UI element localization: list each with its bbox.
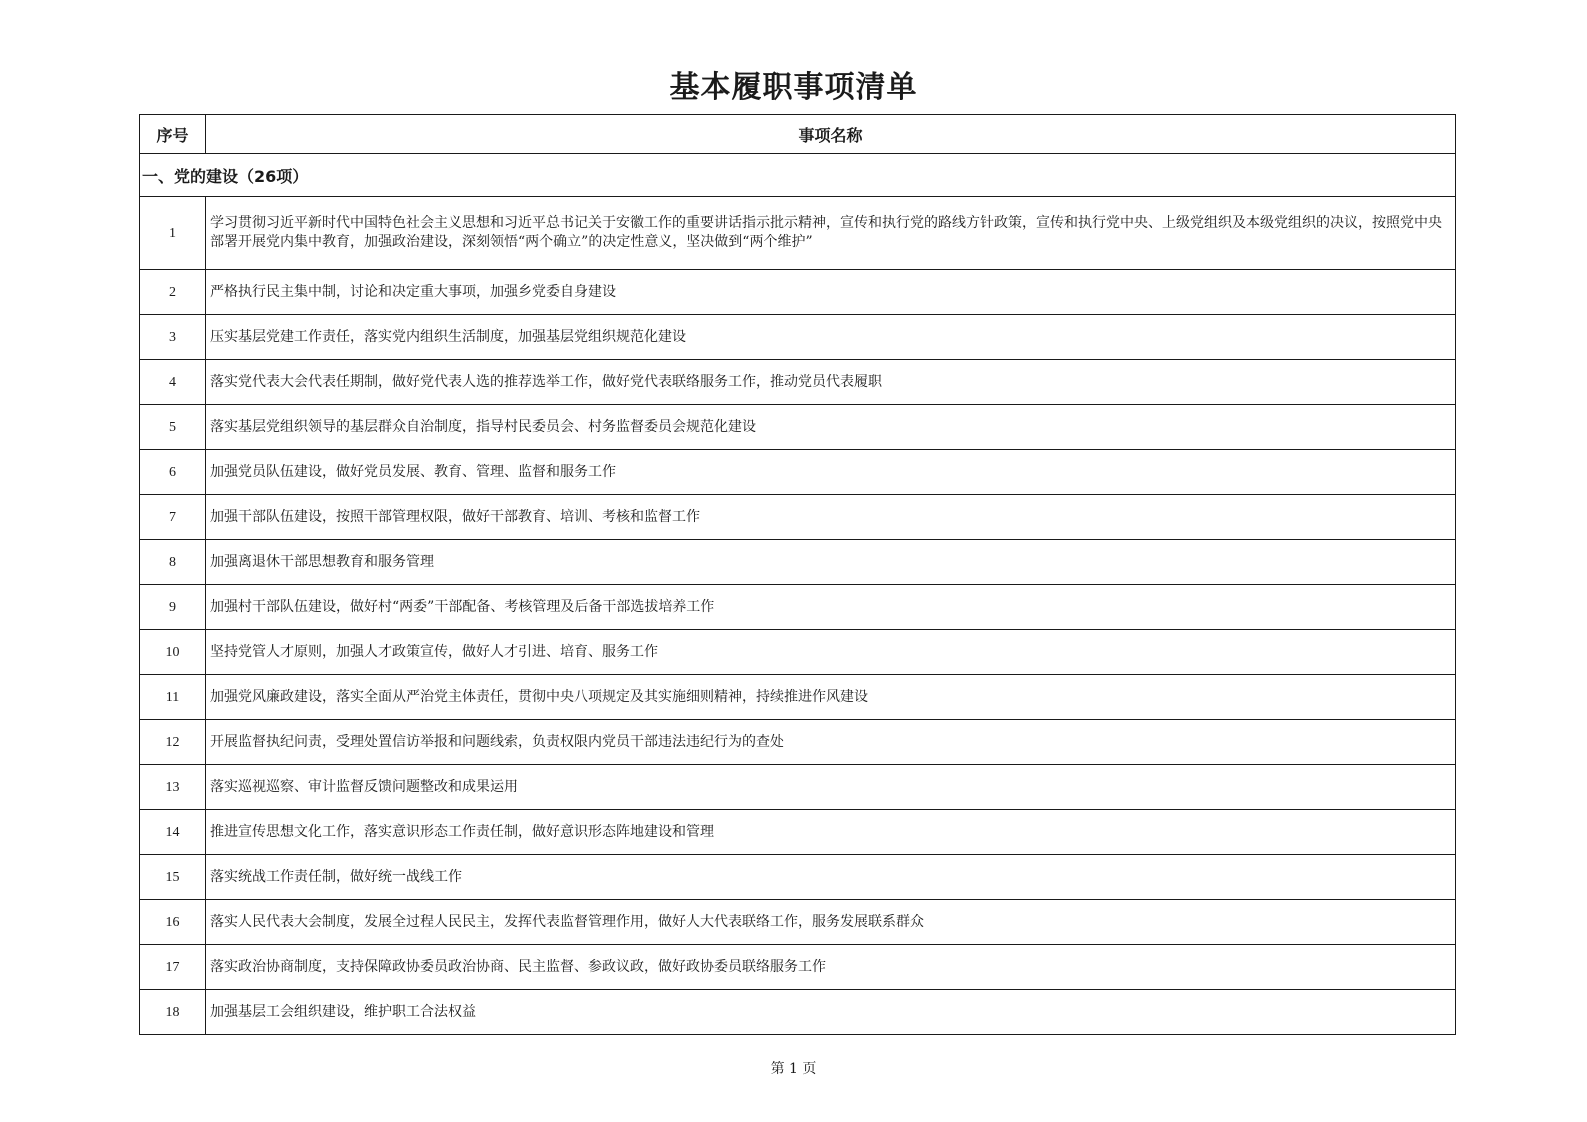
table-row [140,810,1456,855]
row-item-name: 严格执行民主集中制，讨论和决定重大事项，加强乡党委自身建设 [206,270,1456,315]
table-header [140,115,1456,154]
table-row [140,450,1456,495]
row-number: 1 [140,197,206,270]
row-item-name: 落实巡视巡察、审计监督反馈问题整改和成果运用 [206,765,1456,810]
header-name: 事项名称 [206,115,1456,154]
table-row [140,855,1456,900]
row-number: 9 [140,585,206,630]
table-row [140,197,1456,270]
row-item-name: 落实党代表大会代表任期制，做好党代表人选的推荐选举工作，做好党代表联络服务工作，推动党员代表履职 [206,360,1456,405]
row-number: 2 [140,270,206,315]
row-item-name: 加强基层工会组织建设，维护职工合法权益 [206,990,1456,1035]
row-item-name: 推进宣传思想文化工作，落实意识形态工作责任制，做好意识形态阵地建设和管理 [206,810,1456,855]
row-number: 18 [140,990,206,1035]
table-row [140,585,1456,630]
row-number: 3 [140,315,206,360]
table-row [140,945,1456,990]
row-number: 5 [140,405,206,450]
row-number: 13 [140,765,206,810]
duty-table [139,114,1456,1035]
table-row [140,630,1456,675]
section-row [140,154,1456,197]
table-row [140,675,1456,720]
row-item-name: 压实基层党建工作责任，落实党内组织生活制度，加强基层党组织规范化建设 [206,315,1456,360]
row-number: 6 [140,450,206,495]
row-number: 16 [140,900,206,945]
table-row [140,900,1456,945]
table-row [140,360,1456,405]
row-item-name: 落实统战工作责任制，做好统一战线工作 [206,855,1456,900]
row-item-name: 加强离退休干部思想教育和服务管理 [206,540,1456,585]
row-item-name: 加强干部队伍建设，按照干部管理权限，做好干部教育、培训、考核和监督工作 [206,495,1456,540]
row-number: 7 [140,495,206,540]
row-number: 4 [140,360,206,405]
table-row [140,720,1456,765]
row-number: 11 [140,675,206,720]
page-title: 基本履职事项清单 [669,70,918,105]
table-row [140,495,1456,540]
row-number: 17 [140,945,206,990]
table-row [140,990,1456,1035]
table-row [140,765,1456,810]
row-item-name: 落实人民代表大会制度，发展全过程人民民主，发挥代表监督管理作用，做好人大代表联络工作，服务发展联系群众 [206,900,1456,945]
row-number: 15 [140,855,206,900]
row-number: 14 [140,810,206,855]
section-title: 一、党的建设（26项） [140,154,1456,197]
table-row [140,540,1456,585]
table-row [140,405,1456,450]
row-item-name: 加强村干部队伍建设，做好村“两委”干部配备、考核管理及后备干部选拔培养工作 [206,585,1456,630]
row-item-name: 加强党风廉政建设，落实全面从严治党主体责任，贯彻中央八项规定及其实施细则精神，持续推进作风建设 [206,675,1456,720]
header-no: 序号 [140,115,206,154]
row-item-name: 坚持党管人才原则，加强人才政策宣传，做好人才引进、培育、服务工作 [206,630,1456,675]
row-number: 8 [140,540,206,585]
row-item-name: 加强党员队伍建设，做好党员发展、教育、管理、监督和服务工作 [206,450,1456,495]
row-number: 12 [140,720,206,765]
row-item-name: 开展监督执纪问责，受理处置信访举报和问题线索，负责权限内党员干部违法违纪行为的查处 [206,720,1456,765]
page-number: 第 1 页 [770,1061,817,1077]
table-row [140,315,1456,360]
row-item-name: 落实政治协商制度，支持保障政协委员政治协商、民主监督、参政议政，做好政协委员联络服务工作 [206,945,1456,990]
row-item-name: 学习贯彻习近平新时代中国特色社会主义思想和习近平总书记关于安徽工作的重要讲话指示批示精神，宣传和执行党的路线方针政策，宣传和执行党中央、上级党组织及本级党组织的决议，按照党中央部署开展党内集中教育，加强政治建设，深刻领悟“两个确立”的决定性意义，坚决做到“两个维护” [206,197,1456,270]
table-row [140,270,1456,315]
row-item-name: 落实基层党组织领导的基层群众自治制度，指导村民委员会、村务监督委员会规范化建设 [206,405,1456,450]
row-number: 10 [140,630,206,675]
